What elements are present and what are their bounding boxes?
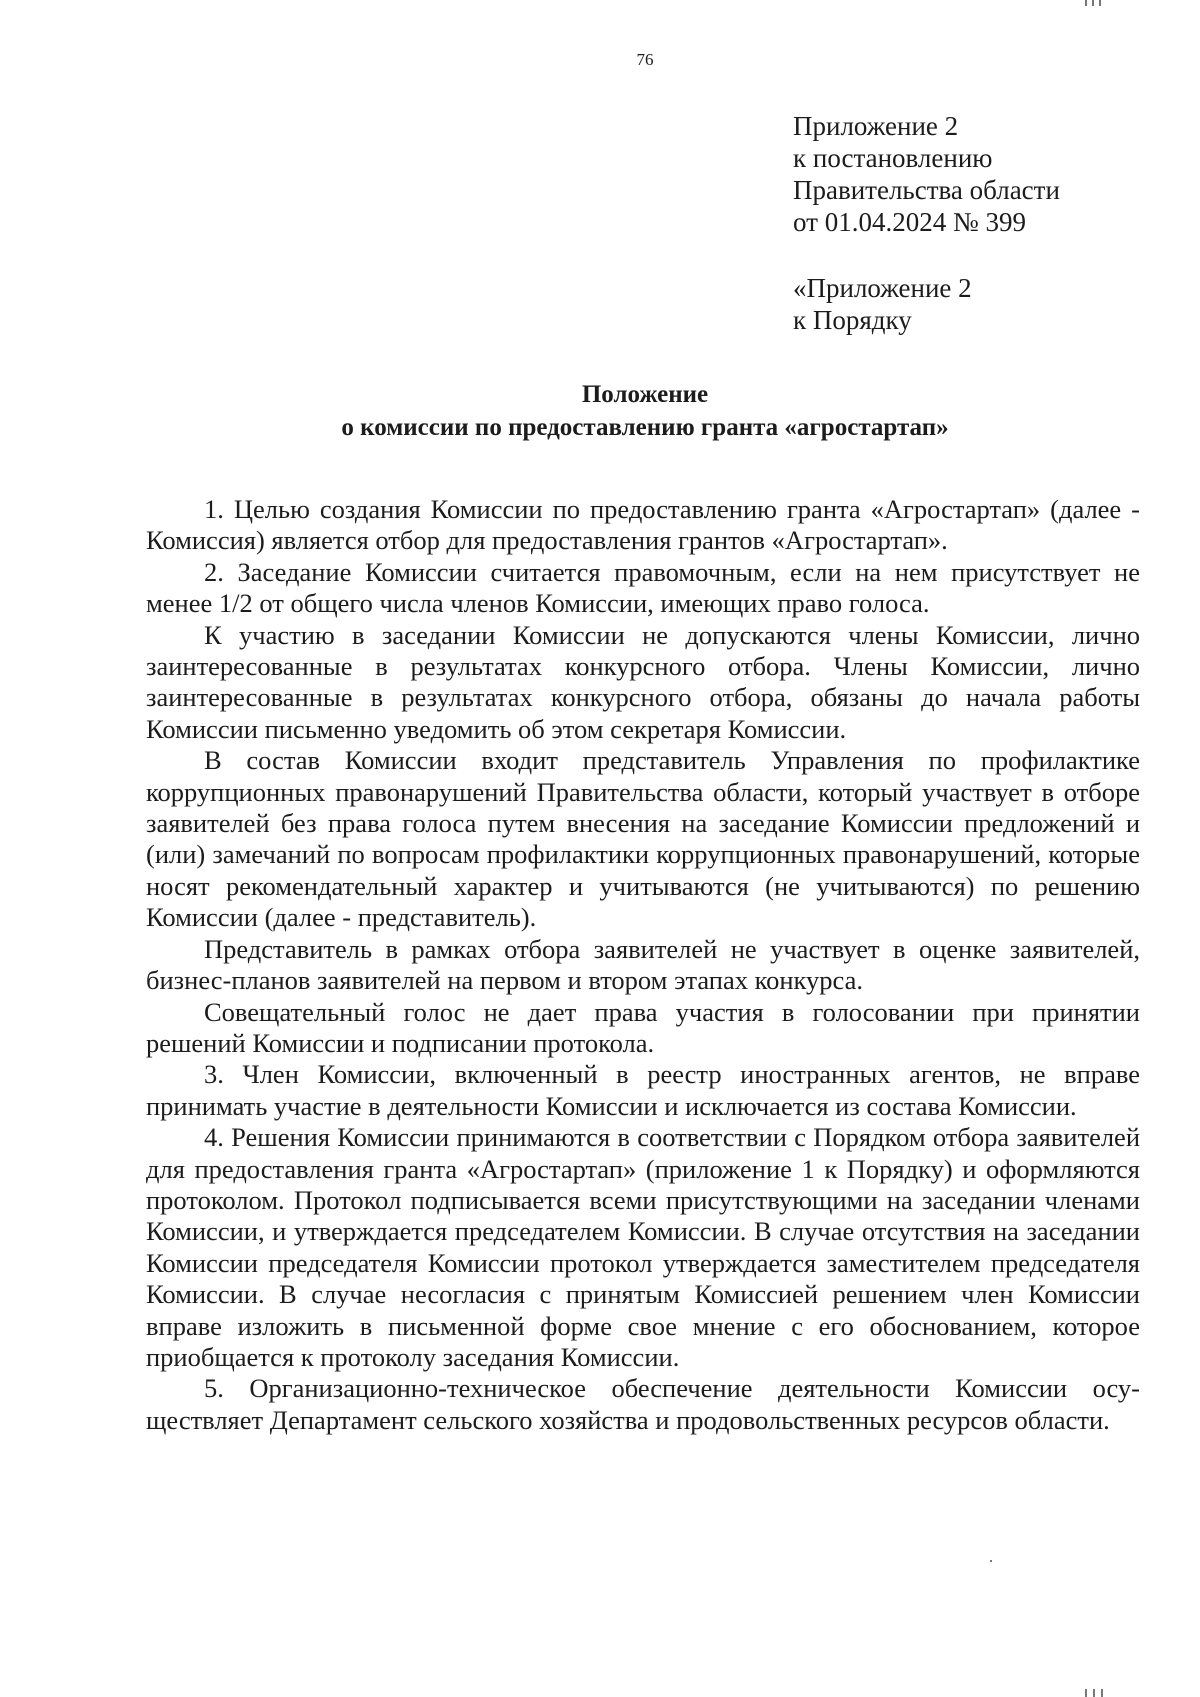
paragraph-2: 2. Заседание Комиссии считается правомочным, если на нем присутствует не менее 1/2 от общего числа членов Комиссии, имеющих право голоса. xyxy=(146,556,1140,619)
scan-artifact xyxy=(1092,0,1094,6)
scan-artifact xyxy=(1099,0,1101,6)
scan-artifact xyxy=(1085,0,1087,6)
title-line-2: о комиссии по предоставлению гранта «агростартап» xyxy=(341,414,949,441)
scan-artifact xyxy=(1101,1689,1103,1697)
appendix-header-line: Приложение 2 xyxy=(793,111,959,141)
appendix-header xyxy=(793,110,1173,238)
paragraph-4: 4. Решения Комиссии принимаются в соответствии с Порядком отбора заявителей для предоставления гранта «Агростартап» (приложение 1 к Порядку) и оформляются протоколом. Протокол подписывается всеми присутствующими на заседании членами Комиссии, и утверждается председателем Комиссии. В случае отсутствия на заседании Комиссии председателя Комиссии протокол утверждается заместителем председателя Комиссии. В случае несогласия с принятым Комиссией решением член Комиссии вправе изложить в письменной форме свое мнение с его обоснованием, которое приобщается к протоколу заседания Комиссии. xyxy=(146,1122,1140,1372)
scan-artifact xyxy=(1093,1689,1095,1697)
document-title xyxy=(0,378,1200,444)
title-line-1: Положение xyxy=(581,381,709,408)
paragraph-1: 1. Целью создания Комиссии по предоставлению гранта «Агростартап» (далее - Комиссия) является отбор для предоставления грантов «Агростартап». xyxy=(146,494,1140,556)
document-body xyxy=(146,494,1140,1436)
appendix-header-line: к постановлению xyxy=(793,143,993,173)
paragraph-2-representative-role: Представитель в рамках отбора заявителей не участвует в оценке заявителей, бизнес-планов заявителей на первом и втором этапах конкурса. xyxy=(146,933,1140,996)
page-number: 76 xyxy=(636,50,654,69)
paragraph-2-conflict: К участию в заседании Комиссии не допускаются члены Комиссии, лично заинтересованные в результатах конкурсного отбора. Члены Комиссии, лично заинтересованные в результатах конкурсного отбора, обязаны до начала работы Комиссии письменно уведомить об этом секретаря Комиссии. xyxy=(146,619,1140,744)
appendix-header-line: Правительства области xyxy=(793,175,1060,205)
appendix-header-date-line: от 01.04.2024 № 399 xyxy=(793,207,1026,237)
paragraph-5: 5. Организационно-техническое обеспечение деятельности Комиссии осуществляет Департамент сельского хозяйства и продовольственных ресурсов области. xyxy=(146,1373,1140,1435)
scan-artifact xyxy=(1085,1689,1087,1697)
paragraph-2-representative: В состав Комиссии входит представитель Управления по профилактике коррупционных правонарушений Правительства области, который участвует в отборе заявителей без права голоса путем внесения на заседание Комиссии предложений и (или) замечаний по вопросам профилактики коррупционных правонарушений, которые носят рекомендательный характер и учитываются (не учитываются) по решению Комиссии (далее - представитель). xyxy=(146,745,1140,933)
scan-artifact xyxy=(990,1560,992,1562)
order-header-line: к Порядку xyxy=(793,305,912,335)
paragraph-3: 3. Член Комиссии, включенный в реестр иностранных агентов, не вправе принимать участие в деятельности Комиссии и исключается из состава Комиссии. xyxy=(146,1059,1140,1121)
order-appendix-header xyxy=(793,272,1173,336)
order-header-line: «Приложение 2 xyxy=(793,273,972,303)
paragraph-2-advisory-vote: Совещательный голос не дает права участия в голосовании при принятии решений Комиссии и подписании протокола. xyxy=(146,996,1140,1058)
